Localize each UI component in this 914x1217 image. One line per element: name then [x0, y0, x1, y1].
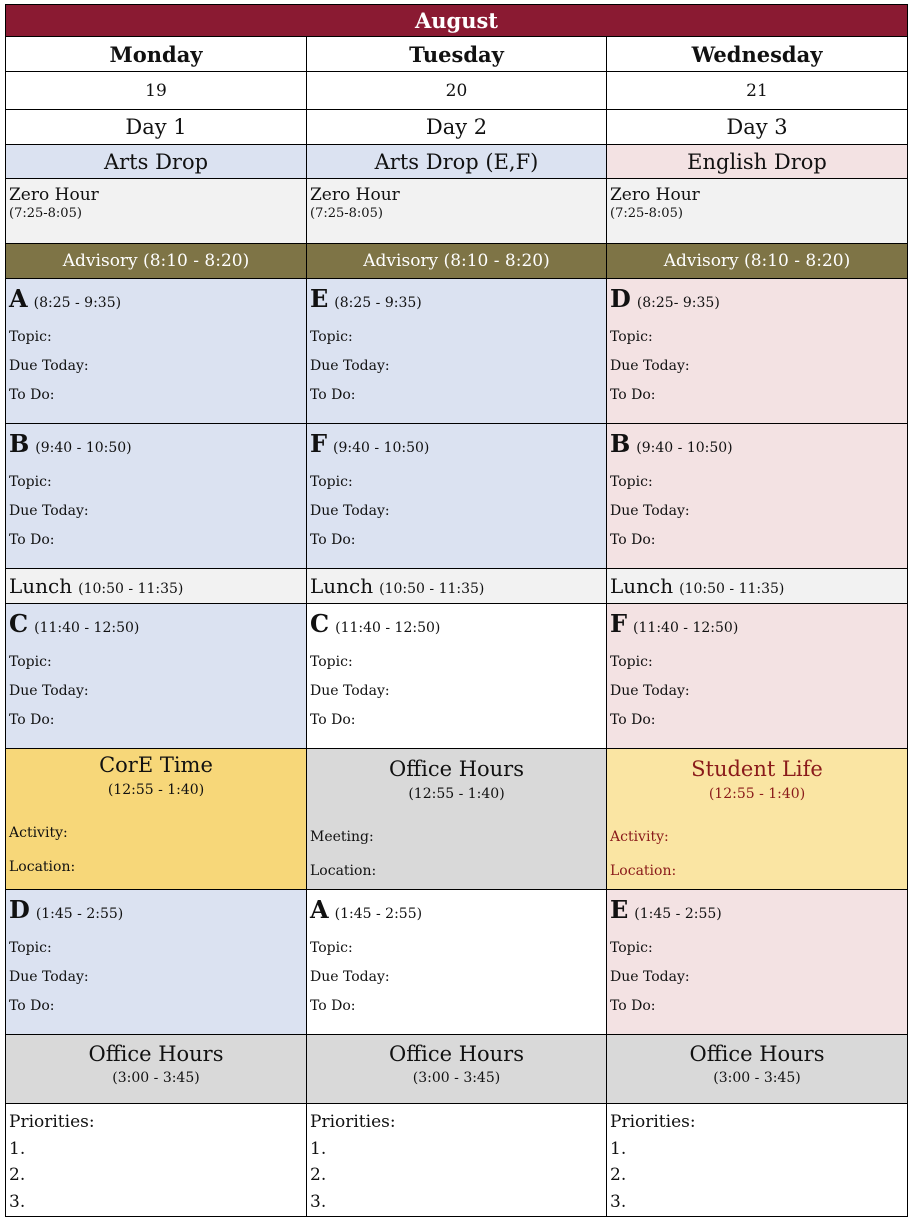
day-name-wednesday: Wednesday	[607, 37, 908, 72]
priorities-tuesday	[307, 1104, 607, 1217]
topic-label: Topic:	[610, 329, 653, 345]
topic-label: Topic:	[9, 654, 52, 670]
advisory-tuesday: Advisory (8:10 - 8:20)	[307, 244, 607, 279]
period-letter: C	[9, 609, 29, 638]
period-block-monday-1	[6, 279, 307, 424]
date-tuesday: 20	[307, 72, 607, 110]
office-hours-time: (3:00 - 3:45)	[112, 1070, 200, 1086]
period-time: (9:40 - 10:50)	[35, 440, 132, 456]
due-today-label: Due Today:	[9, 503, 89, 519]
day-name-tuesday: Tuesday	[307, 37, 607, 72]
period-letter: B	[610, 429, 631, 458]
to-do-label: To Do:	[9, 532, 55, 548]
office-hours-midday-block	[307, 749, 607, 890]
due-today-label: Due Today:	[9, 683, 89, 699]
office-hours-wednesday	[607, 1035, 908, 1104]
period-time: (11:40 - 12:50)	[34, 620, 140, 636]
core-time-block	[6, 749, 307, 890]
day-label-wednesday: Day 3	[607, 110, 908, 145]
period-letter: B	[9, 429, 30, 458]
period-time: (1:45 - 2:55)	[334, 906, 423, 922]
to-do-label: To Do:	[310, 998, 356, 1014]
due-today-label: Due Today:	[310, 969, 390, 985]
period-block-wednesday-4	[607, 890, 908, 1035]
due-today-label: Due Today:	[610, 358, 690, 374]
topic-label: Topic:	[310, 654, 353, 670]
activity-label: Activity:	[610, 829, 669, 845]
period-time: (11:40 - 12:50)	[335, 620, 441, 636]
lunch-title: Lunch	[310, 574, 374, 598]
period-time: (9:40 - 10:50)	[636, 440, 733, 456]
due-today-label: Due Today:	[310, 503, 390, 519]
period-time: (1:45 - 2:55)	[35, 906, 124, 922]
priorities-label: Priorities:	[610, 1112, 696, 1132]
due-today-label: Due Today:	[9, 969, 89, 985]
date-wednesday: 21	[607, 72, 908, 110]
to-do-label: To Do:	[9, 387, 55, 403]
day-name-monday: Monday	[6, 37, 307, 72]
to-do-label: To Do:	[610, 712, 656, 728]
office-hours-title: Office Hours	[388, 757, 524, 781]
period-letter: C	[310, 609, 330, 638]
topic-label: Topic:	[310, 940, 353, 956]
period-block-wednesday-1	[607, 279, 908, 424]
month-header: August	[6, 5, 908, 37]
date-monday: 19	[6, 72, 307, 110]
to-do-label: To Do:	[610, 998, 656, 1014]
to-do-label: To Do:	[310, 712, 356, 728]
lunch-time: (10:50 - 11:35)	[679, 581, 785, 597]
zero-hour-wednesday	[607, 179, 908, 244]
period-time: (1:45 - 2:55)	[634, 906, 722, 922]
day-label-tuesday: Day 2	[307, 110, 607, 145]
location-label: Location:	[610, 863, 677, 879]
lunch-title: Lunch	[610, 574, 674, 598]
period-block-tuesday-3	[307, 604, 607, 749]
office-hours-title: Office Hours	[388, 1042, 524, 1066]
zero-hour-title: Zero Hour	[610, 185, 700, 205]
drop-tuesday: Arts Drop (E,F)	[307, 145, 607, 179]
priority-item: 3.	[9, 1191, 26, 1212]
priority-item: 1.	[610, 1138, 627, 1159]
weekly-planner	[5, 4, 907, 1217]
topic-label: Topic:	[610, 474, 653, 490]
period-time: (8:25 - 9:35)	[33, 295, 122, 311]
priorities-monday	[6, 1104, 307, 1217]
period-block-monday-3	[6, 604, 307, 749]
priority-item: 1.	[310, 1138, 327, 1159]
period-block-tuesday-2	[307, 424, 607, 569]
office-hours-title: Office Hours	[689, 1042, 825, 1066]
period-letter: D	[9, 895, 30, 924]
zero-hour-title: Zero Hour	[9, 185, 99, 205]
period-letter: A	[9, 284, 28, 313]
priority-item: 2.	[310, 1165, 327, 1185]
period-time: (8:25- 9:35)	[636, 295, 720, 311]
priority-item: 2.	[610, 1165, 627, 1185]
topic-label: Topic:	[310, 474, 353, 490]
period-letter: E	[310, 284, 329, 313]
student-life-block	[607, 749, 908, 890]
priorities-label: Priorities:	[310, 1112, 396, 1132]
office-hours-time: (3:00 - 3:45)	[412, 1070, 501, 1086]
core-time-time: (12:55 - 1:40)	[107, 782, 205, 798]
priority-item: 3.	[610, 1191, 627, 1212]
zero-hour-time: (7:25-8:05)	[9, 206, 82, 221]
day-label-monday: Day 1	[6, 110, 307, 145]
due-today-label: Due Today:	[610, 683, 690, 699]
priorities-label: Priorities:	[9, 1112, 95, 1132]
zero-hour-time: (7:25-8:05)	[610, 206, 683, 221]
drop-wednesday: English Drop	[607, 145, 908, 179]
topic-label: Topic:	[9, 329, 52, 345]
topic-label: Topic:	[9, 474, 52, 490]
location-label: Location:	[9, 859, 76, 875]
to-do-label: To Do:	[9, 712, 55, 728]
due-today-label: Due Today:	[610, 503, 690, 519]
period-time: (8:25 - 9:35)	[334, 295, 422, 311]
core-time-title: CorE Time	[99, 753, 213, 777]
due-today-label: Due Today:	[610, 969, 690, 985]
priority-item: 1.	[9, 1138, 26, 1159]
student-life-time: (12:55 - 1:40)	[708, 786, 806, 802]
period-letter: A	[310, 895, 329, 924]
to-do-label: To Do:	[9, 998, 55, 1014]
office-hours-time: (12:55 - 1:40)	[408, 786, 505, 802]
lunch-monday	[6, 569, 307, 604]
advisory-monday: Advisory (8:10 - 8:20)	[6, 244, 307, 279]
priority-item: 2.	[9, 1165, 26, 1185]
zero-hour-monday	[6, 179, 307, 244]
activity-label: Activity:	[9, 825, 68, 841]
priorities-wednesday	[607, 1104, 908, 1217]
to-do-label: To Do:	[310, 532, 356, 548]
office-hours-title: Office Hours	[88, 1042, 224, 1066]
office-hours-tuesday	[307, 1035, 607, 1104]
period-letter: F	[310, 429, 328, 458]
period-letter: F	[610, 609, 628, 638]
topic-label: Topic:	[310, 329, 353, 345]
location-label: Location:	[310, 863, 377, 879]
zero-hour-time: (7:25-8:05)	[310, 206, 383, 221]
period-block-tuesday-4	[307, 890, 607, 1035]
due-today-label: Due Today:	[9, 358, 89, 374]
period-block-wednesday-2	[607, 424, 908, 569]
meeting-label: Meeting:	[310, 829, 374, 845]
planner-table	[5, 4, 908, 1217]
topic-label: Topic:	[610, 654, 653, 670]
period-letter: D	[610, 284, 631, 313]
due-today-label: Due Today:	[310, 358, 390, 374]
period-block-monday-2	[6, 424, 307, 569]
period-block-tuesday-1	[307, 279, 607, 424]
topic-label: Topic:	[610, 940, 653, 956]
lunch-tuesday	[307, 569, 607, 604]
zero-hour-title: Zero Hour	[310, 185, 400, 205]
to-do-label: To Do:	[610, 387, 656, 403]
period-time: (11:40 - 12:50)	[633, 620, 739, 636]
due-today-label: Due Today:	[310, 683, 390, 699]
lunch-wednesday	[607, 569, 908, 604]
period-block-wednesday-3	[607, 604, 908, 749]
period-block-monday-4	[6, 890, 307, 1035]
advisory-wednesday: Advisory (8:10 - 8:20)	[607, 244, 908, 279]
office-hours-time: (3:00 - 3:45)	[713, 1070, 801, 1086]
lunch-title: Lunch	[9, 574, 73, 598]
drop-monday: Arts Drop	[6, 145, 307, 179]
zero-hour-tuesday	[307, 179, 607, 244]
to-do-label: To Do:	[310, 387, 356, 403]
priority-item: 3.	[310, 1191, 327, 1212]
topic-label: Topic:	[9, 940, 52, 956]
period-letter: E	[610, 895, 629, 924]
lunch-time: (10:50 - 11:35)	[379, 581, 485, 597]
lunch-time: (10:50 - 11:35)	[78, 581, 184, 597]
student-life-title: Student Life	[691, 757, 823, 781]
to-do-label: To Do:	[610, 532, 656, 548]
office-hours-monday	[6, 1035, 307, 1104]
period-time: (9:40 - 10:50)	[333, 440, 430, 456]
